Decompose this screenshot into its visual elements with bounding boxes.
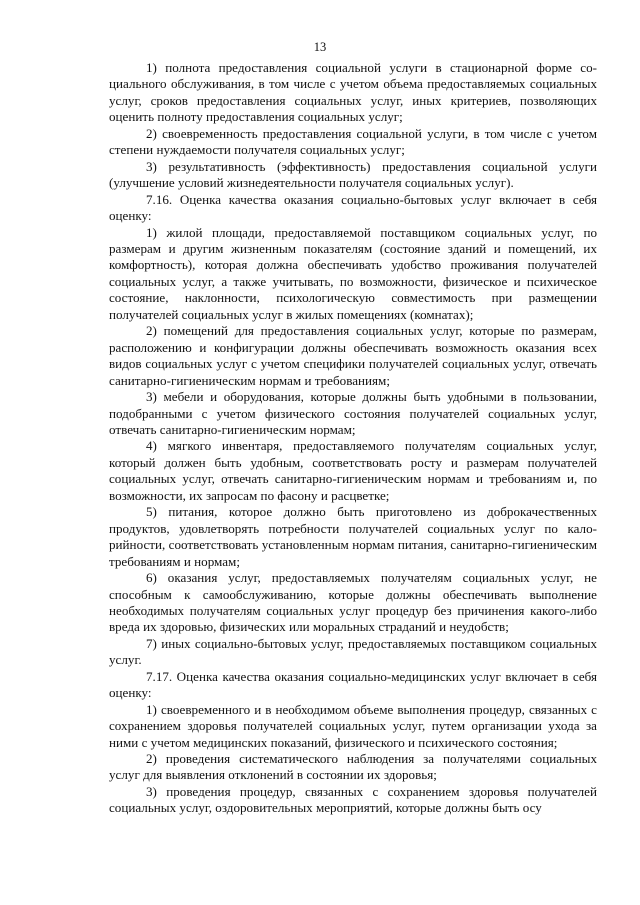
document-body bbox=[109, 60, 597, 817]
paragraph: 7) иных социально-бытовых услуг, предоставляемых поставщиком социальных услуг. bbox=[109, 635, 597, 668]
paragraph: 1) своевременного и в необходимом объеме выполнения процедур, связанных с сохранением здоровья получателей социальных услуг, путем организации ухода за ними с учетом медицинских показаний, физического и психического состояния; bbox=[109, 701, 597, 750]
paragraph: 2) своевременность предоставления социальной услуги, в том числе с учетом степени нуждаемости получателя социальных услуг; bbox=[109, 125, 597, 158]
page-number: 13 bbox=[313, 40, 327, 54]
paragraph: 5) питания, которое должно быть приготовлено из доброкачественных продуктов, удовлетворять потребности получателей социальных услуг по калорийности, соответствовать установленным нормам питания, санитарно-гигиеническим требованиям и нормам; bbox=[109, 504, 597, 569]
paragraph: 3) результативность (эффективность) предоставления социальной услуги (улучшение условий жизнедеятельности получателя социальных услуг). bbox=[109, 158, 597, 191]
paragraph: 1) полнота предоставления социальной услуги в стационарной форме социального обслуживания, в том числе с учетом объема предоставляемых социальных услуг, сроков предоставления социальных услуг, иных критериев, позволяющих оценить полноту предоставления социальных услуг; bbox=[109, 60, 597, 125]
paragraph: 2) проведения систематического наблюдения за получателями социальных услуг для выявления отклонений в состоянии их здоровья; bbox=[109, 751, 597, 783]
paragraph: 3) мебели и оборудования, которые должны быть удобными в пользовании, подобранными с учетом физического состояния получателей социальных услуг, отвечать санитарно-гигиеническим нормам; bbox=[109, 389, 597, 437]
paragraph: 6) оказания услуг, предоставляемых получателям социальных услуг, не способным к самообслуживанию, которые должны обеспечивать выполнение необходимых получателям социальных услуг процедур без причинения какого-либо вреда их здоровью, физических или моральных страданий и неудобств; bbox=[109, 570, 597, 635]
section-heading-paragraph: 7.16. Оценка качества оказания социально-бытовых услуг включает в себя оценку: bbox=[109, 191, 597, 224]
paragraph: 2) помещений для предоставления социальных услуг, которые по размерам, расположению и конфигурации должны обеспечивать возможность оказания всех видов социальных услуг с учетом специфики получателей социальных услуг, отвечать санитарно-гигиеническим нормам и требованиям; bbox=[109, 323, 597, 388]
paragraph: 4) мягкого инвентаря, предоставляемого получателям социальных услуг, который должен быть удобным, соответствовать росту и размерам получателей социальных услуг, отвечать санитарно-гигиеническим нормам и требованиям и, по возможности, их запросам по фасону и расцветке; bbox=[109, 438, 597, 503]
section-heading-paragraph: 7.17. Оценка качества оказания социально-медицинских услуг включает в себя оценку: bbox=[109, 668, 597, 701]
paragraph: 3) проведения процедур, связанных с сохранением здоровья получателей социальных услуг, оздоровительных мероприятий, которые должны быть осу bbox=[109, 783, 597, 816]
paragraph: 1) жилой площади, предоставляемой поставщиком социальных услуг, по размерам и другим жизненным показателям (состояние зданий и помещений, их комфортность), которая должна обеспечивать удобство проживания получателей социальных услуг, а также учитывать, по возможности, физическое и психическое состояние, наклонности, психологическую совместимость при размещении получателей социальных услуг в жилых помещениях (комнатах); bbox=[109, 224, 597, 322]
